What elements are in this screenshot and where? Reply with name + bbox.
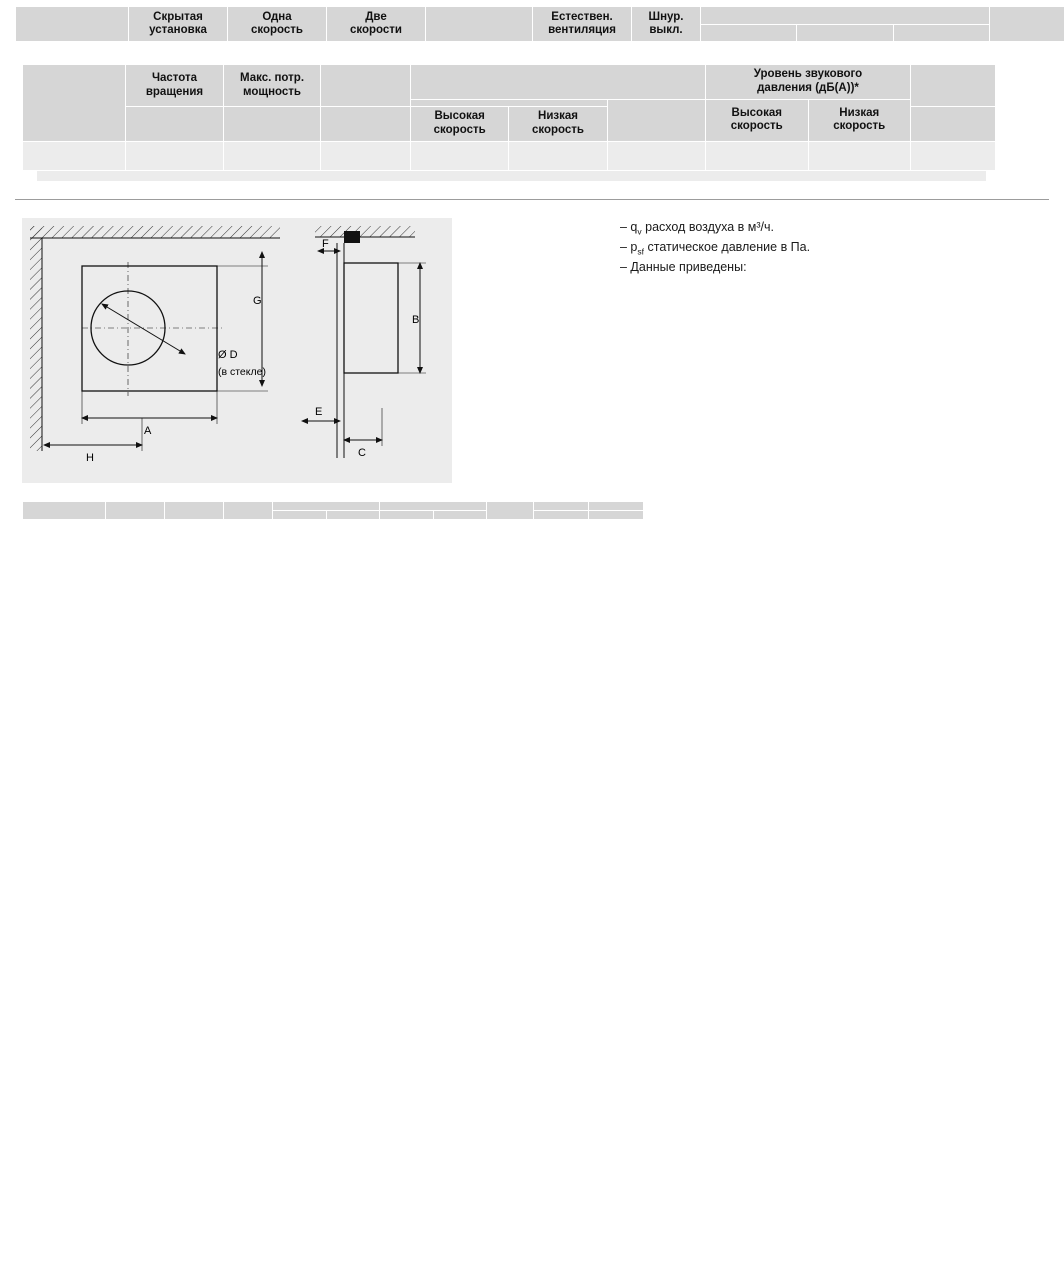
tech-header-exhaust: [411, 100, 608, 107]
header-hidden-install-l1: Скрытая: [153, 11, 203, 23]
tech-nh-l2: скорость: [730, 120, 783, 133]
tech-cell-frequency: [126, 141, 224, 170]
dim-header-d: [273, 501, 380, 510]
tech-header-power: [224, 65, 321, 107]
dim-header-e-min: [380, 510, 434, 519]
header-cr-150: [797, 24, 893, 42]
label-H: H: [86, 451, 94, 464]
dim-header-g: [534, 501, 589, 510]
header-controls: [701, 7, 990, 25]
perf-bullet-0: – $q_v$ расход воздуха в м³/ч.: [620, 219, 774, 237]
dim-header-e-max: [433, 510, 487, 519]
tech-footnote: [37, 171, 986, 181]
tech-freq-l2: вращения: [145, 85, 204, 98]
tech-header-airflow: [411, 65, 706, 100]
dim-header-c: [224, 501, 273, 519]
label-B: B: [412, 313, 420, 326]
models-table-head: [16, 7, 1064, 42]
label-C: C: [358, 446, 366, 459]
header-cord-switch: [632, 7, 701, 42]
models-header-row-1: [16, 7, 1064, 25]
tech-eh-l1: Высокая: [434, 110, 485, 123]
label-diameter: Ø D: [218, 348, 238, 361]
sub-v: v: [637, 226, 642, 237]
header-two-speeds-l2: скорости: [349, 24, 403, 37]
dim-header-b: [165, 501, 224, 519]
tech-header-frequency: [126, 65, 224, 107]
tech-cell-power: [224, 141, 321, 170]
tech-nl-l1: Низкая: [839, 106, 880, 119]
tech-cell-exhaust-low: [509, 141, 607, 170]
label-in-glass: (в стекле): [218, 365, 266, 378]
header-hidden-install: [129, 7, 228, 42]
dim-header-model: [23, 501, 106, 519]
tech-cell-exhaust-high: [411, 141, 509, 170]
tech-cell-current: [321, 141, 411, 170]
dim-header-a: [106, 501, 165, 519]
tech-el-l1: Низкая: [538, 110, 578, 123]
perf-bullet-2: – Данные приведены:: [620, 260, 747, 275]
header-natural-ventilation: [533, 7, 632, 42]
models-table: [15, 6, 1064, 42]
header-reb-1r: [701, 24, 797, 42]
header-cord-l1: Шнур.: [648, 11, 684, 23]
divider: [15, 199, 1049, 200]
tech-row: [23, 141, 996, 170]
tech-power-l2: мощность: [243, 85, 301, 98]
lower-columns: [0, 210, 1064, 689]
chart-svg: [620, 293, 1050, 683]
header-radio-remote: [990, 7, 1064, 42]
tech-freq-l1: Частота: [151, 71, 198, 84]
header-cr-300: [893, 24, 989, 42]
tech-noise-l2: давления (дБ(А))*: [757, 82, 859, 95]
tech-table: [22, 64, 996, 170]
tech-section: [15, 64, 1049, 180]
dim-header-e: [380, 501, 487, 510]
tech-eh-l2: скорость: [433, 123, 486, 136]
tech-header-current-unit: [321, 107, 411, 142]
tech-power-l1: Макс. потр.: [239, 71, 305, 84]
tech-cell-weight: [911, 141, 996, 170]
tech-header-power-unit: [224, 107, 321, 142]
header-natural-l1: Естествен.: [551, 11, 613, 23]
performance-column: [620, 210, 1064, 689]
header-hidden-install-l2: установка: [149, 24, 207, 37]
label-G: G: [253, 294, 262, 307]
tech-table-body: [23, 141, 996, 170]
dimensions-svg: [22, 218, 452, 483]
tech-header-noise: [706, 65, 911, 100]
tech-header-noise-low: [808, 100, 911, 142]
header-reversible: [426, 7, 533, 42]
dim-header-d-min: [273, 510, 327, 519]
dim-header-d-max: [326, 510, 380, 519]
dim-header-f: [487, 501, 534, 519]
tech-nl-l2: скорость: [833, 120, 886, 133]
dimensions-table: [22, 501, 644, 520]
tech-header-weight-unit: [911, 107, 996, 142]
tech-cell-noise-low: [808, 141, 911, 170]
tech-header-intake: [607, 100, 705, 142]
tech-table-head: [23, 65, 996, 141]
tech-cell-noise-high: [706, 141, 809, 170]
header-two-speeds: [327, 7, 426, 42]
header-model: [16, 7, 129, 42]
tech-header-exh-high: [411, 107, 509, 142]
dimensions-table-head: [23, 501, 644, 519]
label-F: F: [322, 237, 329, 250]
dimensions-drawing: [22, 218, 452, 483]
label-A: A: [144, 424, 152, 437]
performance-bullets: [620, 218, 1054, 277]
performance-chart: [620, 293, 1050, 683]
tech-header-freq-unit: [126, 107, 224, 142]
tech-header-exh-low: [509, 107, 607, 142]
label-E: E: [315, 405, 323, 418]
tech-nh-l1: Высокая: [731, 106, 782, 119]
tech-header-weight: [911, 65, 996, 107]
tech-header-current: [321, 65, 411, 107]
header-two-speeds-l1: Две: [365, 11, 387, 23]
tech-el-l2: скорость: [531, 123, 584, 136]
tech-header-model: [23, 65, 126, 141]
header-natural-l2: вентиляция: [548, 24, 616, 37]
dimensions-column: [0, 210, 620, 689]
perf-bullet-1: – $p_{sf}$ статическое давление в Па.: [620, 239, 811, 257]
sub-sf: sf: [637, 246, 645, 257]
tech-cell-model: [23, 141, 126, 170]
tech-header-noise-high: [706, 100, 809, 142]
header-one-speed-l2: скорость: [250, 24, 304, 37]
header-one-speed-l1: Одна: [262, 11, 292, 23]
dim-header-g-min: [534, 510, 589, 519]
tech-header-row-1: [23, 65, 996, 100]
header-cord-l2: выкл.: [649, 24, 683, 37]
tech-noise-l1: Уровень звукового: [753, 68, 863, 81]
dim-header-row-1: [23, 501, 644, 510]
tech-cell-intake: [607, 141, 705, 170]
header-one-speed: [228, 7, 327, 42]
